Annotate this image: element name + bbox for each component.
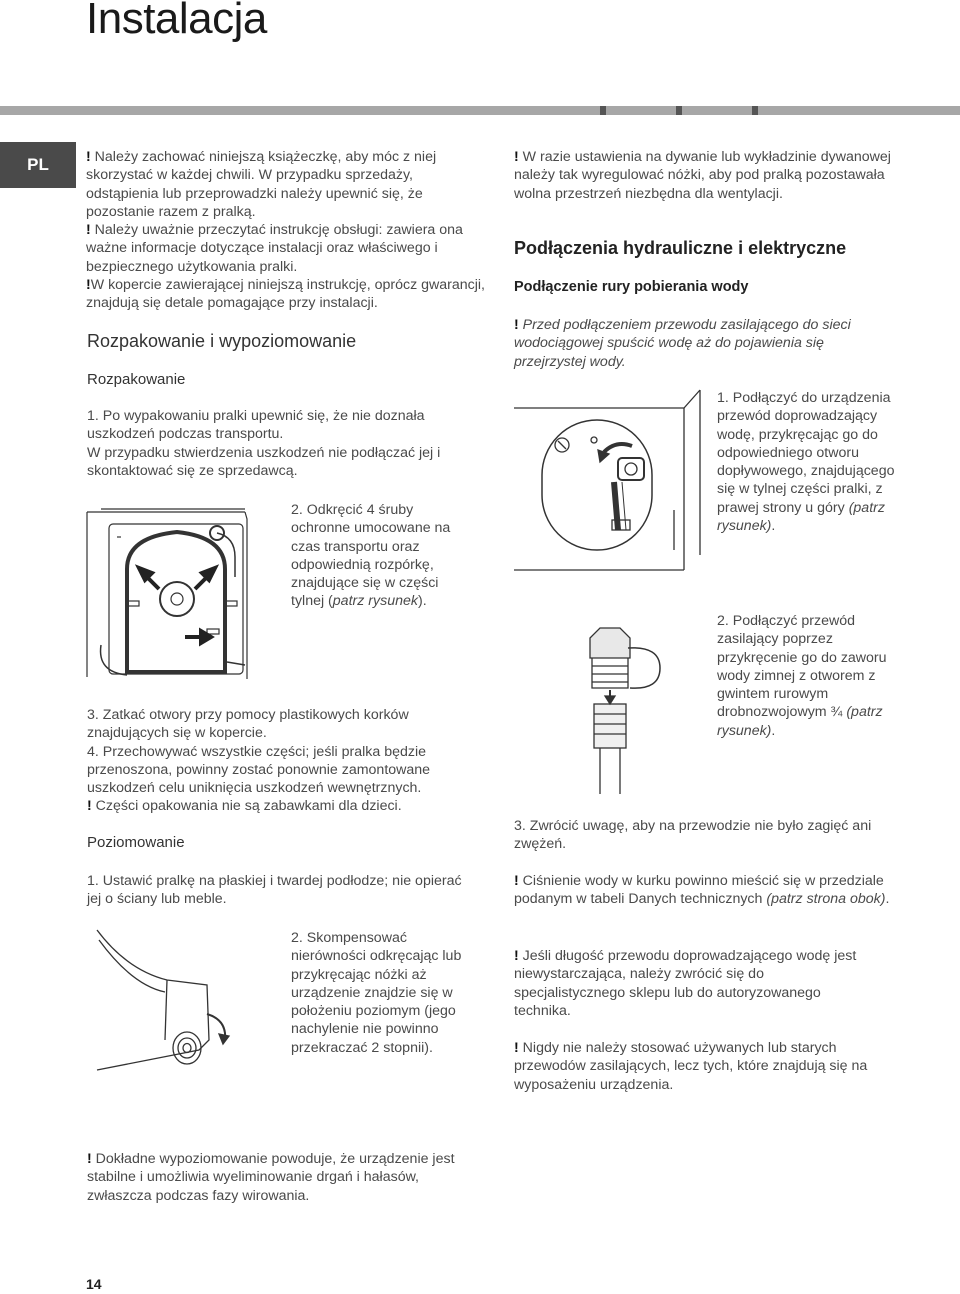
intro-paragraph: ! Należy uważnie przeczytać instrukcję obsługi: zawiera ona ważne informacje dotyczące instalacji oraz właściwego i bezpiecznego użytkowania pralki. (86, 222, 463, 275)
used-hose-note: ! Nigdy nie należy stosować używanych lub starych przewodów zasilających, lecz tych, które znajdują się na wyposażeniu urządzenia. (514, 1040, 868, 1093)
unpack-step2: 2. Odkręcić 4 śruby ochronne umocowane na czas transportu oraz odpowiednią rozpórkę, znajdujące się w części tylnej (patrz rysunek). (291, 502, 451, 610)
page-number: 14 (86, 1276, 102, 1292)
header-bar (0, 106, 960, 115)
hose-length-note: ! Jeśli długość przewodu doprowadzającego wodę jest niewystarczająca, należy zwrócić się do specjalistycznego sklepu lub do autoryzowanego technika. (514, 948, 857, 1019)
heading-connections: Podłączenia hydrauliczne i elektryczne (514, 238, 847, 258)
water-step2: 2. Podłączyć przewód zasilający poprzez przykręcenie go do zaworu wody zimnej z otworem z gwintem rurowym drobnozwojowym ¾ (patrz rysunek). (717, 613, 887, 739)
carpet-note: ! W razie ustawienia na dywanie lub wykładzinie dywanowej należy tak wyregulować nóżki, aby pod pralką pozostawała wolna przestrzeń niezbędna dla wentylacji. (514, 149, 891, 202)
water-step1: 1. Podłączyć do urządzenia przewód doprowadzający wodę, przykręcając go do odpowiedniego otworu dopływowego, znajdującego się w tylnej części pralki, z prawej strony u góry (patrz rysunek). (717, 390, 895, 535)
level-step2: 2. Skompensować nierówności odkręcając lub przykręcając nóżki aż urządzenie znajdzie się w położeniu poziomym (jego nachylenie nie powinno przekraczać 2 stopnii). (291, 930, 462, 1056)
heading-unpack-level: Rozpakowanie i wypoziomowanie (87, 331, 357, 351)
tap-figure (560, 628, 680, 798)
subheading-unpack: Rozpakowanie (87, 371, 186, 388)
water-step3: 3. Zwrócić uwagę, aby na przewodzie nie było zagięć ani zwężeń. (514, 818, 872, 853)
subheading-water-hose: Podłączenie rury pobierania wody (514, 279, 749, 295)
language-tab: PL (0, 142, 76, 188)
foot-figure (87, 930, 247, 1100)
page-title: Instalacja (86, 0, 267, 43)
level-step1: 1. Ustawić pralkę na płaskiej i twardej podłodze; nie opierać jej o ściany lub meble. (87, 873, 462, 908)
machine-back-figure (87, 497, 277, 687)
flush-note: ! Przed podłączeniem przewodu zasilającego do sieci wodociągowej spuścić wodę aż do pojawienia się przejrzystej wody. (514, 317, 851, 370)
inlet-figure (514, 390, 709, 580)
pressure-note: ! Ciśnienie wody w kurku powinno mieścić się w przedziale podanym w tabeli Danych technicznych (patrz strona obok). (514, 873, 890, 908)
leveling-note: ! Dokładne wypoziomowanie powoduje, że urządzenie jest stabilne i umożliwia wyeliminowanie drgań i hałasów, zwłaszcza podczas fazy wirowania. (87, 1151, 455, 1204)
intro-paragraph: ! Należy zachować niniejszą książeczkę, aby móc z niej skorzystać w każdej chwili. W przypadku sprzedaży, odstąpienia lub przeprowadzki należy upewnić się, że pozostanie razem z pralką. (86, 149, 437, 220)
subheading-leveling: Poziomowanie (87, 834, 185, 851)
intro-paragraph: !W kopercie zawierającej niniejszą instrukcję, oprócz gwarancji, znajdują się detale pomagające przy instalacji. (86, 277, 485, 312)
unpack-steps-3-4: 3. Zatkać otwory przy pomocy plastikowych korków znajdujących się w kopercie. 4. Przechowywać wszystkie części; jeśli pralka będzie przenoszona, powinny zostać ponownie zamontowane uszkodzeń celu uniknięcia uszkodzeń wewnętrznych. ! Części opakowania nie są zabawkami dla dzieci. (87, 707, 431, 815)
intro-block (86, 148, 486, 313)
unpack-step1: 1. Po wypakowaniu pralki upewnić się, że nie doznała uszkodzeń podczas transportu. W przypadku stwierdzenia uszkodzeń nie podłączać jej i skontaktować się ze sprzedawcą. (87, 408, 441, 479)
